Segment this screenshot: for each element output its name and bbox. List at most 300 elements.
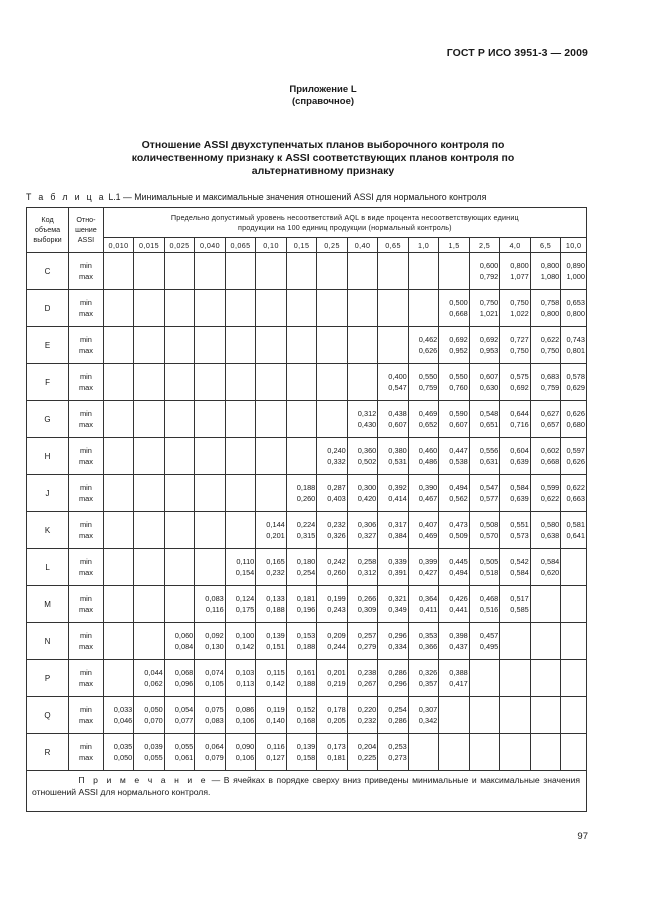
- value-cell: [103, 512, 134, 549]
- max-value: 0,061: [174, 753, 194, 762]
- max-value: 1,000: [566, 272, 585, 281]
- min-max-label-cell: [69, 623, 104, 660]
- min-value: 0,727: [510, 335, 529, 344]
- table-row: [27, 290, 587, 327]
- value-cell: [286, 734, 317, 771]
- max-value: 1,022: [510, 309, 529, 318]
- aql-header-cell: 0,40: [347, 238, 378, 253]
- max-value: 0,641: [566, 531, 585, 540]
- max-value: 0,607: [449, 420, 468, 429]
- value-cell: [195, 623, 226, 660]
- table-row: [27, 475, 587, 512]
- min-value: 0,124: [235, 594, 255, 603]
- value-cell: [469, 253, 500, 290]
- sample-code-cell: C: [27, 253, 69, 290]
- value-cell: [134, 475, 165, 512]
- table-row: [27, 364, 587, 401]
- value-cell: [103, 253, 134, 290]
- max-value: 0,626: [418, 346, 438, 355]
- max-value: 0,055: [144, 753, 163, 762]
- table-row: [27, 253, 587, 290]
- value-cell: [530, 512, 561, 549]
- value-cell: [378, 512, 409, 549]
- min-value: 0,152: [296, 705, 316, 714]
- value-cell: [286, 253, 317, 290]
- value-cell: [439, 734, 470, 771]
- max-label: max: [78, 457, 93, 466]
- value-cell: [317, 660, 348, 697]
- min-value: 0,092: [205, 631, 224, 640]
- sample-code-cell: E: [27, 327, 69, 364]
- table-note-row: [27, 771, 587, 812]
- value-cell: [439, 697, 470, 734]
- max-value: 0,140: [266, 716, 285, 725]
- document-title: [60, 139, 586, 178]
- min-value: 0,750: [510, 298, 529, 307]
- min-label: min: [79, 372, 92, 381]
- table-row: [27, 623, 587, 660]
- value-cell: [225, 253, 256, 290]
- max-label: max: [78, 679, 93, 688]
- value-cell: [347, 586, 378, 623]
- value-cell: [469, 512, 500, 549]
- table-row: [27, 660, 587, 697]
- value-cell: [500, 623, 531, 660]
- min-value: 0,312: [357, 409, 377, 418]
- min-value: 0,119: [266, 705, 285, 714]
- min-value: 0,597: [566, 446, 585, 455]
- value-cell: [103, 401, 134, 438]
- value-cell: [439, 549, 470, 586]
- value-cell: [134, 364, 165, 401]
- value-cell: [317, 401, 348, 438]
- value-cell: [164, 401, 195, 438]
- value-cell: [469, 697, 500, 734]
- value-cell: [195, 290, 226, 327]
- value-cell: [439, 401, 470, 438]
- value-cell: [164, 327, 195, 364]
- max-value: 0,296: [388, 679, 407, 688]
- max-value: 0,260: [327, 568, 346, 577]
- value-cell: [439, 660, 470, 697]
- min-value: 0,392: [388, 483, 407, 492]
- max-value: 0,411: [419, 605, 438, 614]
- min-value: 0,139: [296, 742, 316, 751]
- value-cell: [225, 475, 256, 512]
- value-cell: [561, 290, 587, 327]
- min-value: 0,743: [566, 335, 585, 344]
- value-cell: [286, 623, 317, 660]
- value-cell: [500, 734, 531, 771]
- value-cell: [134, 660, 165, 697]
- max-label: max: [78, 383, 93, 392]
- min-value: 0,604: [510, 446, 529, 455]
- value-cell: [408, 549, 439, 586]
- max-label: max: [78, 494, 93, 503]
- min-label: min: [79, 483, 92, 492]
- value-cell: [164, 734, 195, 771]
- value-cell: [256, 623, 287, 660]
- min-value: 0,296: [388, 631, 407, 640]
- max-value: 0,562: [449, 494, 468, 503]
- max-value: 0,570: [479, 531, 499, 540]
- max-value: 0,750: [540, 346, 560, 355]
- value-cell: [225, 549, 256, 586]
- min-value: 0,469: [418, 409, 438, 418]
- max-value: 0,538: [449, 457, 468, 466]
- max-value: 0,188: [266, 605, 285, 614]
- min-value: 0,758: [540, 298, 560, 307]
- table-row: [27, 438, 587, 475]
- value-cell: [347, 512, 378, 549]
- max-value: 0,244: [327, 642, 346, 651]
- value-cell: [408, 697, 439, 734]
- min-value: 0,090: [235, 742, 255, 751]
- value-cell: [317, 586, 348, 623]
- value-cell: [439, 290, 470, 327]
- value-cell: [378, 401, 409, 438]
- max-label: max: [78, 272, 93, 281]
- max-label: max: [78, 309, 93, 318]
- max-value: 0,315: [296, 531, 316, 540]
- max-value: 0,469: [418, 531, 438, 540]
- min-max-label-cell: [69, 549, 104, 586]
- value-cell: [256, 697, 287, 734]
- min-value: 0,581: [566, 520, 585, 529]
- value-cell: [378, 253, 409, 290]
- min-value: 0,242: [327, 557, 346, 566]
- min-value: 0,398: [449, 631, 468, 640]
- max-value: 0,113: [236, 679, 255, 688]
- min-label: min: [79, 520, 92, 529]
- max-value: 0,391: [388, 568, 407, 577]
- min-value: 0,400: [388, 372, 407, 381]
- value-cell: [225, 290, 256, 327]
- max-value: 0,622: [540, 494, 560, 503]
- value-cell: [164, 512, 195, 549]
- value-cell: [500, 364, 531, 401]
- min-label: min: [79, 557, 92, 566]
- value-cell: [317, 549, 348, 586]
- title-line-2: количественному признаку к ASSI соответствующих планов контроля по: [131, 152, 515, 164]
- max-value: 0,626: [566, 457, 585, 466]
- value-cell: [256, 660, 287, 697]
- min-value: 0,750: [479, 298, 499, 307]
- max-value: 0,494: [449, 568, 468, 577]
- min-value: 0,517: [510, 594, 529, 603]
- value-cell: [225, 512, 256, 549]
- value-cell: [347, 549, 378, 586]
- caption-label: Т а б л и ц а: [26, 192, 106, 202]
- value-cell: [469, 586, 500, 623]
- min-max-label-cell: [69, 401, 104, 438]
- value-cell: [408, 401, 439, 438]
- max-value: 0,692: [510, 383, 529, 392]
- max-label: max: [78, 716, 93, 725]
- value-cell: [164, 438, 195, 475]
- min-value: 0,054: [174, 705, 194, 714]
- max-value: 0,467: [418, 494, 438, 503]
- value-cell: [439, 327, 470, 364]
- min-value: 0,181: [296, 594, 316, 603]
- value-cell: [347, 623, 378, 660]
- max-value: 0,168: [296, 716, 316, 725]
- value-cell: [439, 586, 470, 623]
- value-cell: [195, 401, 226, 438]
- value-cell: [561, 475, 587, 512]
- value-cell: [561, 253, 587, 290]
- max-value: 0,083: [205, 716, 224, 725]
- value-cell: [500, 290, 531, 327]
- value-cell: [378, 475, 409, 512]
- value-cell: [286, 512, 317, 549]
- max-value: 0,547: [388, 383, 407, 392]
- table-row: [27, 549, 587, 586]
- min-label: min: [79, 668, 92, 677]
- value-cell: [256, 327, 287, 364]
- min-value: 0,388: [449, 668, 468, 677]
- value-cell: [317, 475, 348, 512]
- value-cell: [225, 438, 256, 475]
- max-value: 0,079: [205, 753, 224, 762]
- value-cell: [225, 660, 256, 697]
- max-value: 0,096: [174, 679, 194, 688]
- max-value: 0,668: [449, 309, 468, 318]
- value-cell: [439, 438, 470, 475]
- caption-text: L.1 — Минимальные и максимальные значения отношений ASSI для нормального контроля: [108, 192, 487, 202]
- max-value: 0,273: [388, 753, 407, 762]
- value-cell: [225, 586, 256, 623]
- min-value: 0,232: [327, 520, 346, 529]
- value-cell: [530, 253, 561, 290]
- min-value: 0,505: [479, 557, 499, 566]
- value-cell: [256, 290, 287, 327]
- value-cell: [378, 327, 409, 364]
- min-label: min: [79, 631, 92, 640]
- value-cell: [378, 586, 409, 623]
- value-cell: [195, 512, 226, 549]
- value-cell: [317, 623, 348, 660]
- aql-header-cell: 0,025: [164, 238, 195, 253]
- min-value: 0,254: [388, 705, 407, 714]
- value-cell: [408, 327, 439, 364]
- min-value: 0,075: [205, 705, 224, 714]
- max-value: 0,181: [327, 753, 346, 762]
- sample-code-cell: Q: [27, 697, 69, 734]
- max-value: 0,106: [235, 753, 255, 762]
- min-label: min: [79, 742, 92, 751]
- value-cell: [134, 697, 165, 734]
- min-value: 0,457: [479, 631, 499, 640]
- value-cell: [134, 549, 165, 586]
- value-cell: [347, 364, 378, 401]
- value-cell: [103, 475, 134, 512]
- aql-header-cell: 1,5: [439, 238, 470, 253]
- value-cell: [286, 660, 317, 697]
- min-value: 0,473: [449, 520, 468, 529]
- value-cell: [469, 475, 500, 512]
- value-cell: [530, 623, 561, 660]
- value-cell: [469, 623, 500, 660]
- value-cell: [561, 549, 587, 586]
- value-cell: [530, 364, 561, 401]
- value-cell: [500, 401, 531, 438]
- sample-code-cell: R: [27, 734, 69, 771]
- min-value: 0,462: [418, 335, 438, 344]
- value-cell: [164, 364, 195, 401]
- value-cell: [378, 438, 409, 475]
- min-value: 0,548: [479, 409, 499, 418]
- value-cell: [256, 734, 287, 771]
- aql-header-cell: 0,25: [317, 238, 348, 253]
- sample-code-cell: N: [27, 623, 69, 660]
- table-note: [27, 771, 587, 812]
- value-cell: [408, 512, 439, 549]
- value-cell: [286, 475, 317, 512]
- max-value: 0,151: [266, 642, 285, 651]
- aql-values-row: [27, 238, 587, 253]
- value-cell: [378, 734, 409, 771]
- min-value: 0,326: [418, 668, 438, 677]
- min-value: 0,339: [388, 557, 407, 566]
- min-value: 0,086: [235, 705, 255, 714]
- min-value: 0,626: [566, 409, 585, 418]
- min-value: 0,644: [510, 409, 529, 418]
- min-value: 0,199: [327, 594, 346, 603]
- value-cell: [195, 475, 226, 512]
- max-value: 1,080: [540, 272, 560, 281]
- value-cell: [134, 512, 165, 549]
- value-cell: [134, 290, 165, 327]
- min-value: 0,307: [418, 705, 438, 714]
- min-value: 0,380: [388, 446, 407, 455]
- max-value: 0,254: [296, 568, 316, 577]
- min-value: 0,575: [510, 372, 529, 381]
- value-cell: [561, 623, 587, 660]
- max-value: 0,437: [449, 642, 468, 651]
- value-cell: [225, 327, 256, 364]
- min-value: 0,547: [479, 483, 499, 492]
- min-value: 0,224: [296, 520, 316, 529]
- value-cell: [378, 290, 409, 327]
- max-value: 0,620: [540, 568, 560, 577]
- min-value: 0,266: [357, 594, 377, 603]
- min-value: 0,407: [418, 520, 438, 529]
- value-cell: [347, 327, 378, 364]
- value-cell: [103, 549, 134, 586]
- max-value: 0,420: [357, 494, 377, 503]
- value-cell: [347, 697, 378, 734]
- min-value: 0,890: [566, 261, 585, 270]
- value-cell: [561, 697, 587, 734]
- value-cell: [347, 401, 378, 438]
- value-cell: [225, 623, 256, 660]
- value-cell: [286, 327, 317, 364]
- max-value: 0,657: [540, 420, 560, 429]
- min-value: 0,622: [540, 335, 560, 344]
- max-value: 0,050: [113, 753, 133, 762]
- min-value: 0,165: [266, 557, 285, 566]
- max-value: 0,286: [388, 716, 407, 725]
- value-cell: [530, 586, 561, 623]
- value-cell: [500, 475, 531, 512]
- min-value: 0,692: [479, 335, 499, 344]
- appendix-subtitle: (справочное): [291, 96, 355, 107]
- max-value: 0,142: [266, 679, 285, 688]
- value-cell: [469, 660, 500, 697]
- max-label: max: [78, 531, 93, 540]
- max-value: 0,680: [566, 420, 585, 429]
- value-cell: [561, 438, 587, 475]
- appendix-heading: [0, 84, 646, 108]
- min-value: 0,426: [449, 594, 468, 603]
- min-value: 0,317: [388, 520, 407, 529]
- value-cell: [103, 586, 134, 623]
- max-value: 0,327: [357, 531, 377, 540]
- min-value: 0,220: [357, 705, 377, 714]
- value-cell: [347, 290, 378, 327]
- value-cell: [530, 475, 561, 512]
- value-cell: [225, 364, 256, 401]
- max-value: 0,585: [510, 605, 529, 614]
- max-value: 0,077: [174, 716, 194, 725]
- value-cell: [103, 660, 134, 697]
- value-cell: [500, 512, 531, 549]
- value-cell: [256, 438, 287, 475]
- min-label: min: [79, 298, 92, 307]
- max-value: 0,651: [479, 420, 499, 429]
- min-label: min: [79, 594, 92, 603]
- value-cell: [195, 438, 226, 475]
- value-cell: [225, 697, 256, 734]
- value-cell: [103, 438, 134, 475]
- max-value: 0,201: [266, 531, 285, 540]
- value-cell: [103, 734, 134, 771]
- min-value: 0,550: [449, 372, 468, 381]
- max-value: 0,403: [327, 494, 346, 503]
- page-number: 97: [577, 831, 588, 842]
- min-value: 0,600: [479, 261, 499, 270]
- max-value: 0,232: [266, 568, 285, 577]
- min-value: 0,201: [327, 668, 346, 677]
- max-value: 0,357: [418, 679, 438, 688]
- max-value: 0,518: [479, 568, 499, 577]
- note-text: — В ячейках в порядке сверху вниз приведены минимальные и максимальные значения отношений ASSI для нормального контроля.: [32, 775, 581, 797]
- max-value: 0,116: [205, 605, 224, 614]
- max-value: 0,158: [296, 753, 316, 762]
- max-value: 0,196: [296, 605, 316, 614]
- max-value: 0,502: [357, 457, 377, 466]
- value-cell: [103, 327, 134, 364]
- min-value: 0,321: [388, 594, 407, 603]
- min-value: 0,590: [449, 409, 468, 418]
- max-value: 0,800: [566, 309, 585, 318]
- max-value: 0,106: [235, 716, 255, 725]
- value-cell: [378, 549, 409, 586]
- value-cell: [500, 438, 531, 475]
- value-cell: [195, 734, 226, 771]
- min-label: min: [79, 705, 92, 714]
- min-value: 0,286: [388, 668, 407, 677]
- value-cell: [439, 623, 470, 660]
- max-value: 0,430: [357, 420, 377, 429]
- value-cell: [256, 401, 287, 438]
- min-value: 0,500: [449, 298, 468, 307]
- sample-code-cell: D: [27, 290, 69, 327]
- value-cell: [439, 253, 470, 290]
- value-cell: [164, 623, 195, 660]
- min-value: 0,188: [296, 483, 316, 492]
